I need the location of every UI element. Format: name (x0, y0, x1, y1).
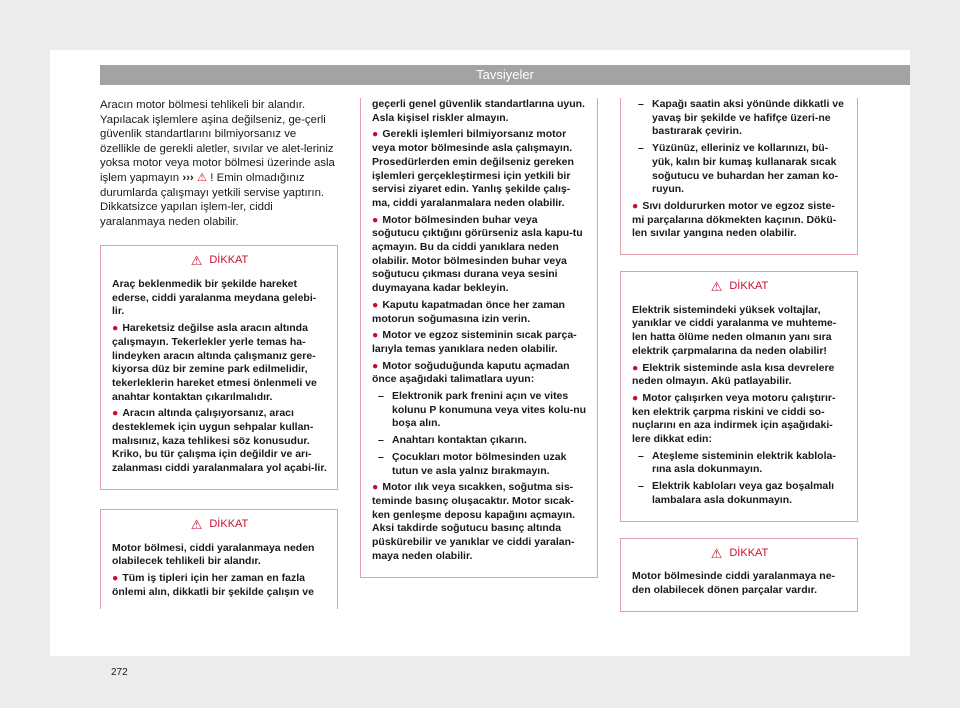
warning-sub-item: – Yüzünüz, elleriniz ve kollarınızı, bü-yük, kalın bir kumaş kullanarak sıcak soğutucu ve buhardan her zaman ko-ruyun. (638, 142, 839, 196)
warning-lead: Motor bölmesi, ciddi yaralanmaya neden olabilecek tehlikeli bir alandır. (112, 541, 315, 568)
section-title: Tavsiyeler (476, 67, 534, 82)
warning-bullet: ● Motor bölmesinden buhar veya soğutucu çıktığını görürseniz asla kapu-tu açmayın. Bu da ciddi yanıklara neden olabilir. Motor bölmesinden buhar veya soğutucu çıkması durana veya sesini duymayana kadar bekleyin. (372, 213, 583, 295)
warning-sub-item: – Ateşleme sisteminin elektrik kablola-rına asla dokunmayın. (638, 449, 836, 476)
warning-box-title: ⚠ DİKKAT (190, 516, 249, 532)
warning-lead: Motor bölmesinde ciddi yaralanmaya ne-den olabilecek dönen parçalar vardır. (632, 570, 836, 596)
warning-triangle-icon: ⚠ (710, 545, 723, 561)
warning-bullet: ● Motor soğuduğunda kaputu açmadan önce aşağıdaki talimatlara uyun: (372, 359, 570, 386)
bullet-icon: ● (632, 199, 639, 212)
manual-page (50, 50, 910, 678)
cross-reference-chevron: ››› (182, 171, 194, 184)
warning-bullet: ● Motor çalışırken veya motoru çalıştırır-ken elektrik çarpma riskini ve ciddi so-nuçlarını en aza indirmek için aşağıdaki-lere dikkat edin: (632, 391, 836, 446)
column-1 (100, 98, 338, 609)
warning-box-4 (620, 538, 858, 612)
warning-bullet: ● Tüm iş tipleri için her zaman en fazla önlemi alın, dikkatli bir şekilde çalışın ve (112, 572, 314, 598)
warning-box-2-continued (620, 98, 858, 255)
warning-triangle-icon: ⚠ (710, 279, 723, 295)
warning-box-2 (100, 509, 338, 609)
warning-box-title: ⚠ DİKKAT (190, 253, 249, 269)
warning-box-2-continued (360, 98, 598, 578)
warning-lead: geçerli genel güvenlik standartlarına uyun. Asla kişisel riskler almayın. (372, 98, 585, 124)
warning-box-3 (620, 271, 858, 522)
column-3 (620, 98, 858, 612)
intro-paragraph: Aracın motor bölmesi tehlikeli bir alandır. Yapılacak işlemlere aşina değilseniz, ge-çerli güvenlik standartlarını bilmiyorsanız ve özellikle de gerekli aletler, sıvılar ve alet-leriniz yoksa motor veya motor bölmesi üzerinde asla işlem yapmayın ››› ⚠ ! Emin olmadığınız durumlarda çalışmayı yetkili servise yaptırın. Dikkatsizce yapılan işlem-ler, ciddi yaralanmaya neden olabilir. (100, 99, 335, 228)
bullet-icon: ● (112, 322, 119, 335)
warning-lead: Araç beklenmedik bir şekilde hareket ederse, ciddi yaralanma meydana gelebi-lir. (112, 278, 317, 318)
warning-lead: Elektrik sistemindeki yüksek voltajlar, yanıklar ve ciddi yaralanma ve muhteme-len hatta ölüme neden olmanın yanı sıra elektrik çarpmalarına da neden olabilir! (632, 303, 837, 357)
warning-bullet: ● Hareketsiz değilse asla aracın altında çalışmayın. Tekerlekler yerle temas ha-lindeyken aracın altında çalışmanız gere-kiyorsa düz bir zemine park edilmelidir, tekerleklerin hareket etmesi önlenmeli ve anahtar kontaktan çıkarılmalıdır. (112, 322, 317, 403)
warning-icon: ⚠ (196, 171, 208, 184)
warning-box-title: ⚠ DİKKAT (710, 279, 769, 295)
warning-sub-item: – Elektronik park frenini açın ve vites kolunu P konumuna veya vites kolu-nu boşa alın. (378, 390, 587, 430)
warning-sub-item: – Kapağı saatin aksi yönünde dikkatli ve yavaş bir şekilde ve hafifçe üzeri-ne bastırarak çevirin. (638, 98, 844, 138)
column-2 (360, 98, 598, 578)
bullet-icon: ● (372, 329, 379, 342)
warning-box-1 (100, 245, 338, 490)
bullet-icon: ● (372, 481, 379, 494)
bullet-icon: ● (632, 391, 639, 404)
warning-bullet: ● Motor ılık veya sıcakken, soğutma sis-teminde basınç oluşacaktır. Motor sıcak-ken genleşme deposu kapağını açmayın. Aksi takdirde soğutucu basınç altında püskürebilir ve yanıklar ve ciddi yaralan-maya neden olabilir. (372, 481, 576, 562)
section-header (100, 65, 910, 85)
page-number: 272 (111, 667, 128, 678)
warning-sub-item: – Elektrik kabloları veya gaz boşalmalı lambalara asla dokunmayın. (638, 480, 835, 506)
warning-bullet: ● Gerekli işlemleri bilmiyorsanız motor veya motor bölmesinde asla çalışmayın. Prosedürlerden emin değilseniz gereken işlemleri gerçekleştirmesi için yetkili bir servisi ziyaret edin. Yanlış şekilde çalış-ma, ciddi yaralanmalara neden olabilir. (372, 128, 574, 209)
warning-bullet: ● Sıvı doldururken motor ve egzoz siste-mi parçalarına dökmekten kaçının. Dökü-len sıvılar yangına neden olabilir. (632, 199, 837, 240)
warning-box-title: ⚠ DİKKAT (710, 545, 769, 561)
bullet-icon: ● (632, 361, 639, 374)
bullet-icon: ● (112, 572, 119, 584)
warning-triangle-icon: ⚠ (190, 253, 203, 269)
warning-sub-item: – Çocukları motor bölmesinden uzak tutun ve asla yalnız bırakmayın. (378, 450, 567, 477)
warning-bullet: ● Aracın altında çalışıyorsanız, aracı desteklemek için uygun sehpalar kullan-malısınız, kaza tehlikesi söz konusudur. Kriko, bu tür çalışma için değildir ve arı-zalanması ciddi yaralanmalara yol açabi-lir. (112, 407, 327, 475)
warning-bullet: ● Motor ve egzoz sisteminin sıcak parça-larıyla temas yanıklara neden olabilir. (372, 329, 577, 355)
bullet-icon: ● (372, 298, 379, 311)
warning-bullet: ● Kaputu kapatmadan önce her zaman motorun soğumasına izin verin. (372, 298, 565, 325)
warning-triangle-icon: ⚠ (190, 516, 203, 532)
bullet-icon: ● (372, 128, 379, 141)
bullet-icon: ● (372, 359, 379, 372)
warning-sub-item: – Anahtarı kontaktan çıkarın. (378, 434, 527, 447)
warning-bullet: ● Elektrik sisteminde asla kısa devrelere neden olmayın. Akü patlayabilir. (632, 361, 835, 388)
bullet-icon: ● (372, 213, 379, 226)
bullet-icon: ● (112, 407, 119, 420)
